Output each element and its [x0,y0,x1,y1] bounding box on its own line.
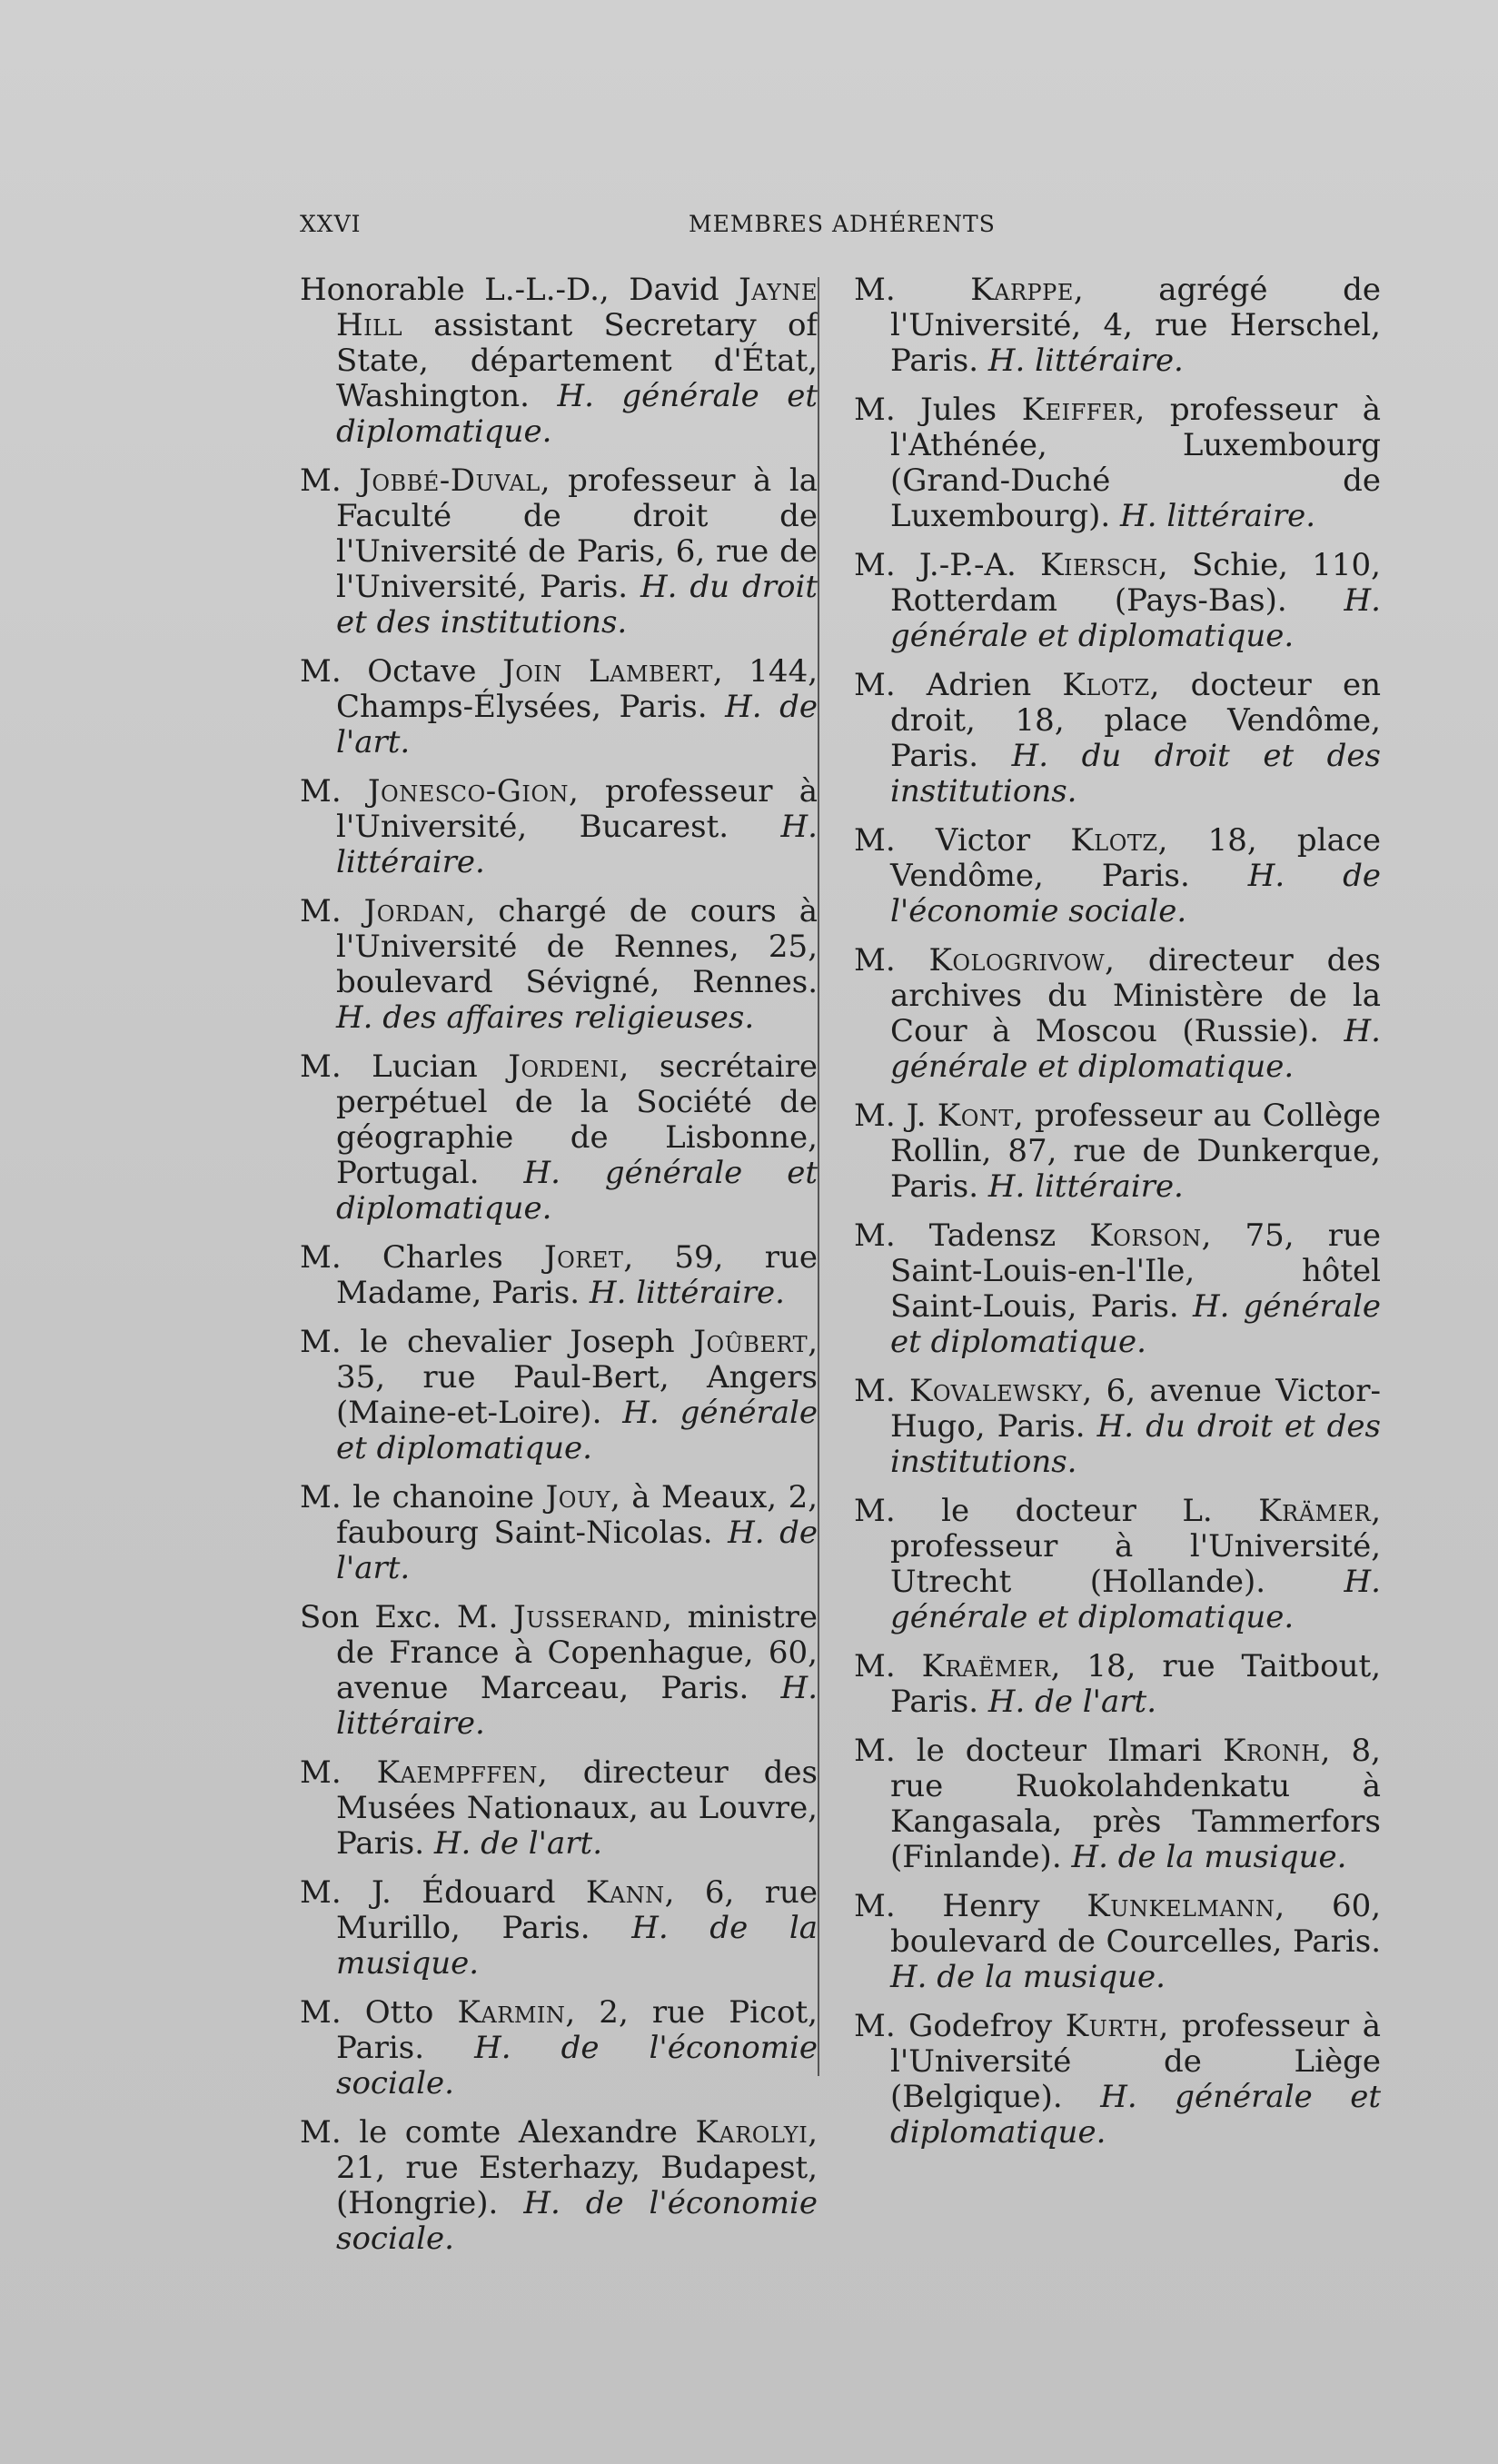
member-section: H. de l'art. [336,1515,818,1586]
member-entry [291,654,818,760]
member-name: Klotz [1062,667,1150,703]
member-prefix: M. Henry [854,1888,1040,1924]
member-section: H. générale et diplomatique. [890,582,1381,654]
column-divider [818,277,819,2076]
member-prefix: M. [854,1373,896,1409]
member-prefix: M. Lucian [300,1048,478,1085]
member-prefix: M. J.-P.-A. [854,547,1017,583]
member-prefix: M. Charles [300,1239,503,1276]
member-prefix: M. [854,942,896,979]
member-name: Keiffer [1021,392,1136,428]
member-prefix: M. J. Édouard [300,1874,556,1911]
member-section: H. de l'art. [987,1684,1157,1720]
member-section: H. littéraire. [987,343,1184,379]
member-section: H. de l'art. [433,1825,603,1862]
member-entry [291,1875,818,1982]
member-prefix: M. Jules [854,392,997,428]
member-entry [291,1240,818,1311]
member-prefix: Honorable L.-L.-D., David [300,272,719,308]
member-name: Joret [543,1239,624,1276]
member-section: H. de la musique. [890,1959,1166,1995]
member-entry [845,2009,1381,2151]
member-entry [845,943,1381,1085]
member-prefix: M. [300,1754,342,1791]
member-entry [845,392,1381,534]
member-section: H. générale et diplomatique. [890,1564,1381,1635]
member-name: Kovalewsky [909,1373,1083,1409]
member-name: Kologrivow [928,942,1106,979]
member-entry [291,1049,818,1227]
member-section: H. du droit et des institutions. [890,738,1381,810]
member-entry [291,1755,818,1862]
page-title: MEMBRES ADHÉRENTS [689,211,996,237]
member-details: , docteur en droit, 18, place Vendôme, Paris. [890,667,1381,774]
member-details: , 60, boulevard de Courcelles, Paris. [890,1888,1382,1960]
member-name: Kunkelmann [1086,1888,1275,1924]
member-prefix: M. Octave [300,653,477,690]
member-details: , 18, place Vendôme, Paris. [890,822,1382,894]
member-prefix: M. Otto [300,1994,434,2031]
member-section: H. littéraire. [589,1275,785,1311]
member-entry [845,548,1381,654]
member-section: H. des affaires religieuses. [336,999,755,1036]
member-details: , 35, rue Paul-Bert, Angers (Maine-et-Loire). [336,1324,818,1431]
member-name: Karmin [457,1994,566,2031]
member-details: , 18, rue Taitbout, Paris. [890,1648,1381,1720]
member-name: Korson [1089,1217,1202,1254]
member-prefix: M. le comte Alexandre [300,2114,678,2151]
member-entry [291,1995,818,2101]
member-section: H. de l'art. [336,689,818,760]
member-details: assistant Secretary of State, département d'État, Washington. [336,307,818,414]
member-section: H. générale et diplomatique. [336,1395,818,1466]
member-name: Jusserand [513,1599,663,1635]
member-details: , directeur des archives du Ministère de la Cour à Moscou (Russie). [890,942,1381,1049]
page-number: XXVI [300,211,362,237]
member-name: Jordeni [508,1048,620,1085]
member-details: , agrégé de l'Université, 4, rue Herschel, Paris. [890,272,1381,379]
member-entry [845,823,1381,929]
member-entry [291,463,818,641]
member-details: , chargé de cours à l'Université de Rennes, 25, boulevard Sévigné, Rennes. [336,893,818,1000]
member-section: H. de l'économie sociale. [890,858,1382,929]
member-details: , professeur à l'Athénée, Luxembourg (Grand-Duché de Luxembourg). [890,392,1381,534]
member-details: , 75, rue Saint-Louis-en-l'Ile, hôtel Saint-Louis, Paris. [890,1217,1381,1325]
member-name: Karppe [970,272,1074,308]
member-details: , 8, rue Ruokolahdenkatu à Kangasala, près Tammerfors (Finlande). [890,1733,1381,1875]
member-section: H. de la musique. [1071,1839,1347,1875]
member-name: Kronh [1223,1733,1321,1769]
member-prefix: M. le chanoine [300,1479,535,1515]
member-prefix: M. [854,1648,896,1684]
member-details: , 144, Champs-Élysées, Paris. [336,653,818,725]
member-prefix: M. [854,272,896,308]
member-prefix: M. le docteur L. [854,1493,1213,1529]
member-entry [845,1374,1381,1480]
member-prefix: M. [300,773,342,810]
member-section: H. littéraire. [336,1670,818,1742]
member-name: Jonesco-Gion [367,773,570,810]
member-name: Kann [585,1874,665,1911]
member-details: , 6, avenue Victor-Hugo, Paris. [890,1373,1381,1445]
member-entry [845,1889,1381,1995]
member-section: H. générale et diplomatique. [336,378,818,450]
member-entry [845,1218,1381,1360]
member-entry [291,774,818,880]
member-section: H. du droit et des institutions. [336,569,818,641]
member-section: H. générale et diplomatique. [336,1155,818,1227]
member-section: H. générale et diplomatique. [890,2079,1381,2151]
member-details: , directeur des Musées Nationaux, au Louvre, Paris. [336,1754,818,1862]
member-name: Kont [937,1098,1014,1134]
member-entry [291,273,818,450]
member-section: H. littéraire. [336,809,818,880]
member-entry [291,1325,818,1466]
member-name: Karolyi [695,2114,809,2151]
member-entry [291,1600,818,1742]
member-details: , 59, rue Madame, Paris. [336,1239,818,1311]
member-name: Jobbé-Duval [359,462,541,499]
member-prefix: M. Adrien [854,667,1032,703]
member-details: , professeur au Collège Rollin, 87, rue de Dunkerque, Paris. [890,1098,1382,1205]
member-name: Kurth [1065,2008,1159,2044]
member-name: Jouy [545,1479,610,1515]
member-prefix: M. J. [854,1098,927,1134]
member-name: Joûbert [693,1324,809,1360]
member-details: , Schie, 110, Rotterdam (Pays-Bas). [890,547,1381,619]
member-details: , 21, rue Esterhazy, Budapest, (Hongrie). [336,2114,818,2221]
member-section: H. de l'économie sociale. [336,2030,818,2101]
member-name: Jayne Hill [336,272,818,343]
member-section: H. de l'économie sociale. [336,2185,818,2257]
running-header [300,211,999,247]
member-name: Join Lambert [502,653,713,690]
member-prefix: M. [300,893,342,929]
member-entry [845,273,1381,379]
member-section: H. littéraire. [1120,498,1316,534]
member-name: Jordan [363,893,466,929]
member-entry [845,1098,1381,1205]
member-prefix: M. Godefroy [854,2008,1053,2044]
member-prefix: M. [300,462,342,499]
member-entry [291,2115,818,2257]
member-name: Krämer [1258,1493,1372,1529]
member-name: Klotz [1070,822,1158,859]
member-entry [845,1734,1381,1875]
member-section: H. de la musique. [336,1910,818,1982]
member-name: Kiersch [1040,547,1158,583]
member-section: H. du droit et des institutions. [890,1408,1382,1480]
member-details: , professeur à la Faculté de droit de l'Université de Paris, 6, rue de l'Université, Paris. [336,462,818,605]
member-prefix: M. Tadensz [854,1217,1057,1254]
member-details: , 2, rue Picot, Paris. [336,1994,818,2066]
member-details: , professeur à l'Université de Liège (Belgique). [890,2008,1381,2115]
member-details: , professeur à l'Université, Utrecht (Hollande). [890,1493,1381,1600]
member-section: H. générale et diplomatique. [890,1013,1381,1085]
member-entry [291,1480,818,1586]
member-prefix: M. le docteur Ilmari [854,1733,1202,1769]
member-prefix: M. Victor [854,822,1031,859]
left-column [291,273,818,2270]
member-details: , professeur à l'Université, Bucarest. [336,773,818,845]
member-entry [845,1494,1381,1635]
member-details: , 6, rue Murillo, Paris. [336,1874,818,1946]
member-details: , secrétaire perpétuel de la Société de géographie de Lisbonne, Portugal. [336,1048,818,1191]
member-name: Kaempffen [376,1754,538,1791]
member-details: , ministre de France à Copenhague, 60, avenue Marceau, Paris. [336,1599,818,1706]
right-column [845,273,1381,2164]
member-entry [845,668,1381,810]
member-details: , à Meaux, 2, faubourg Saint-Nicolas. [336,1479,818,1551]
member-entry [291,894,818,1036]
member-prefix: Son Exc. M. [300,1599,499,1635]
member-entry [845,1649,1381,1720]
member-section: H. littéraire. [987,1168,1184,1205]
member-prefix: M. le chevalier Joseph [300,1324,675,1360]
member-name: Kraëmer [921,1648,1051,1684]
member-section: H. générale et diplomatique. [890,1288,1381,1360]
